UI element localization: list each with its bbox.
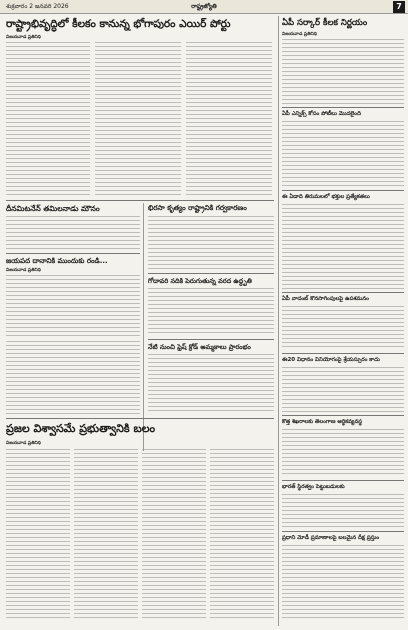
center-body <box>148 216 274 270</box>
divider <box>6 418 274 419</box>
left-mid-body <box>6 216 140 250</box>
bottom-body-col-1 <box>6 449 70 621</box>
lead-headline: రాష్ట్రాభివృద్ధిలో కీలకం కానున్న భోగాపురం ఎయిర్ పోర్టు <box>6 18 231 30</box>
center-2-headline: గోదావరి నదికి పెరుగుతున్న వరద ఉద్ధృతి <box>148 277 252 285</box>
column-rule <box>143 203 144 451</box>
divider <box>148 339 274 340</box>
right-2-body <box>282 121 404 187</box>
lead-body-col-2 <box>95 42 181 196</box>
bottom-body-col-4 <box>210 449 274 621</box>
left-mid2-headline: జయపద దానానికి ముందుకు రండి... <box>6 257 108 265</box>
column-rule <box>278 16 279 626</box>
right-5-headline: ఈ20 విధానం వినియోగంపై శ్రేయస్సురం కాదు <box>282 357 380 363</box>
divider <box>282 531 404 532</box>
right-3-body <box>282 204 404 289</box>
divider <box>282 353 404 354</box>
right-8-body <box>282 545 404 621</box>
bottom-body-col-2 <box>74 449 138 621</box>
right-7-body <box>282 494 404 528</box>
lead-body-col-1 <box>6 42 90 196</box>
left-mid-headline: దీనమిటనేన్ తమిలనాడు మౌనం <box>6 204 100 213</box>
divider <box>148 273 274 274</box>
right-top-body <box>282 39 404 104</box>
divider <box>6 200 274 201</box>
center-headline: భిరసా కృత్యం రాష్ట్రానికి గర్వకారణం <box>148 204 247 212</box>
right-5-body <box>282 367 404 412</box>
issue-date: శుక్రవారం 2 జనవరి 2026 <box>6 3 69 10</box>
right-6-body <box>282 429 404 477</box>
right-7-headline: భారత్ స్థిరత్వం పెట్టుబడులకు <box>282 484 345 490</box>
right-top-byline: విజయవాడ ప్రతినిధి <box>282 32 317 37</box>
center-2-body <box>148 288 274 336</box>
divider <box>6 253 140 254</box>
divider <box>282 292 404 293</box>
center-3-body <box>148 354 274 414</box>
right-8-headline: ప్రధాని మోడీ ప్రమాణాలపై బలమైన దీక్ష ప్రస్తుం <box>282 535 380 541</box>
left-mid2-byline: విజయవాడ ప్రతినిధి <box>6 268 41 273</box>
page-number: 7 <box>393 1 405 13</box>
lead-body-col-3 <box>186 42 272 196</box>
bottom-headline: ప్రజల విశ్వాసమే ప్రభుత్వానికి బలం <box>6 422 156 435</box>
paper-name: రాష్ట్రజ్యోతి <box>191 3 217 10</box>
divider <box>282 107 404 108</box>
divider <box>282 480 404 481</box>
lead-byline: విజయవాడ ప్రతినిధి <box>6 35 41 40</box>
left-lower-body <box>6 341 140 414</box>
left-mid2-body <box>6 275 140 338</box>
divider <box>282 415 404 416</box>
right-6-headline: కొత్త శిఖరాలకు తెలంగాణ ఆర్థికవ్యవస్థ <box>282 419 363 425</box>
right-3-headline: ఈ ఏడాది తిరుమలలో భక్తుల ప్రత్యేకతలు <box>282 194 370 200</box>
right-2-headline: ఏపీ ఎన్నిక్స్ కోసం పోటీలు మొదలైంది <box>282 111 361 117</box>
right-top-headline: ఏపీ సర్కార్ కీలక నిర్ణయం <box>282 18 368 28</box>
divider <box>282 190 404 191</box>
right-4-body <box>282 306 404 350</box>
masthead <box>0 0 408 14</box>
right-4-headline: ఏపీ వాదంబ్ కొనసాగింపులపై ఉపశమనం <box>282 296 369 302</box>
bottom-byline: విజయవాడ ప్రతినిధి <box>6 441 41 446</box>
center-3-headline: నేటి నుంచి ఫ్రెష్ క్రోడ్ అమ్మకాలు ప్రారంభం <box>148 343 251 351</box>
bottom-body-col-3 <box>142 449 206 621</box>
